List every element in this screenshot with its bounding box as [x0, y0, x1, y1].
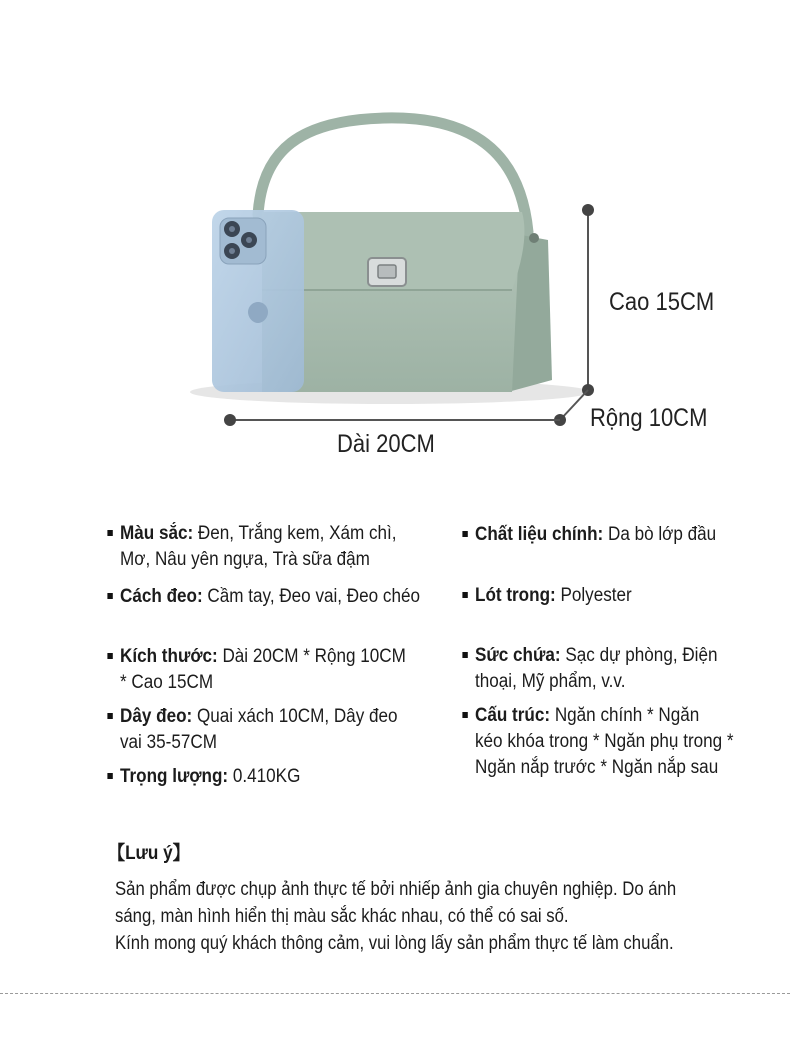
bullet-icon — [462, 592, 467, 598]
bullet-icon — [107, 593, 112, 599]
bullet-icon — [462, 652, 467, 658]
spec-carry: Cách đeo: Cầm tay, Đeo vai, Đeo chéo — [120, 584, 420, 610]
note-title: 【Lưu ý】 — [108, 843, 190, 864]
bullet-icon — [107, 530, 112, 536]
bullet-icon — [462, 531, 467, 537]
spec-lining: Lót trong: Polyester — [475, 583, 632, 609]
depth-label: Rộng 10CM — [590, 404, 708, 432]
length-label: Dài 20CM — [337, 430, 435, 458]
bullet-icon — [107, 653, 112, 659]
bullet-icon — [107, 713, 112, 719]
bullet-icon — [462, 712, 467, 718]
spec-material: Chất liệu chính: Da bò lớp đầu — [475, 522, 716, 548]
note-line-2: sáng, màn hình hiển thị màu sắc khác nhau, có thể có sai số. — [115, 906, 569, 927]
note-line-3: Kính mong quý khách thông cảm, vui lòng lấy sản phẩm thực tế làm chuẩn. — [115, 933, 674, 954]
spec-weight: Trọng lượng: 0.410KG — [120, 764, 300, 790]
spec-strap: Dây đeo: Quai xách 10CM, Dây đeo vai 35-57CM — [120, 704, 398, 756]
product-illustration — [0, 0, 790, 480]
spec-capacity: Sức chứa: Sạc dự phòng, Điện thoại, Mỹ phẩm, v.v. — [475, 643, 718, 695]
bullet-icon — [107, 773, 112, 779]
note-line-1: Sản phẩm được chụp ảnh thực tế bởi nhiếp ảnh gia chuyên nghiệp. Do ánh — [115, 879, 677, 900]
spec-size: Kích thước: Dài 20CM * Rộng 10CM * Cao 15CM — [120, 644, 406, 696]
note-body — [115, 876, 731, 957]
spec-color: Màu sắc: Đen, Trắng kem, Xám chì, Mơ, Nâu yên ngựa, Trà sữa đậm — [120, 521, 397, 573]
dashed-divider — [0, 993, 790, 994]
strap-ring — [529, 233, 539, 243]
height-label: Cao 15CM — [609, 288, 715, 316]
spec-structure: Cấu trúc: Ngăn chính * Ngăn kéo khóa trong * Ngăn phụ trong * Ngăn nắp trước * Ngăn nắp sau — [475, 703, 734, 781]
